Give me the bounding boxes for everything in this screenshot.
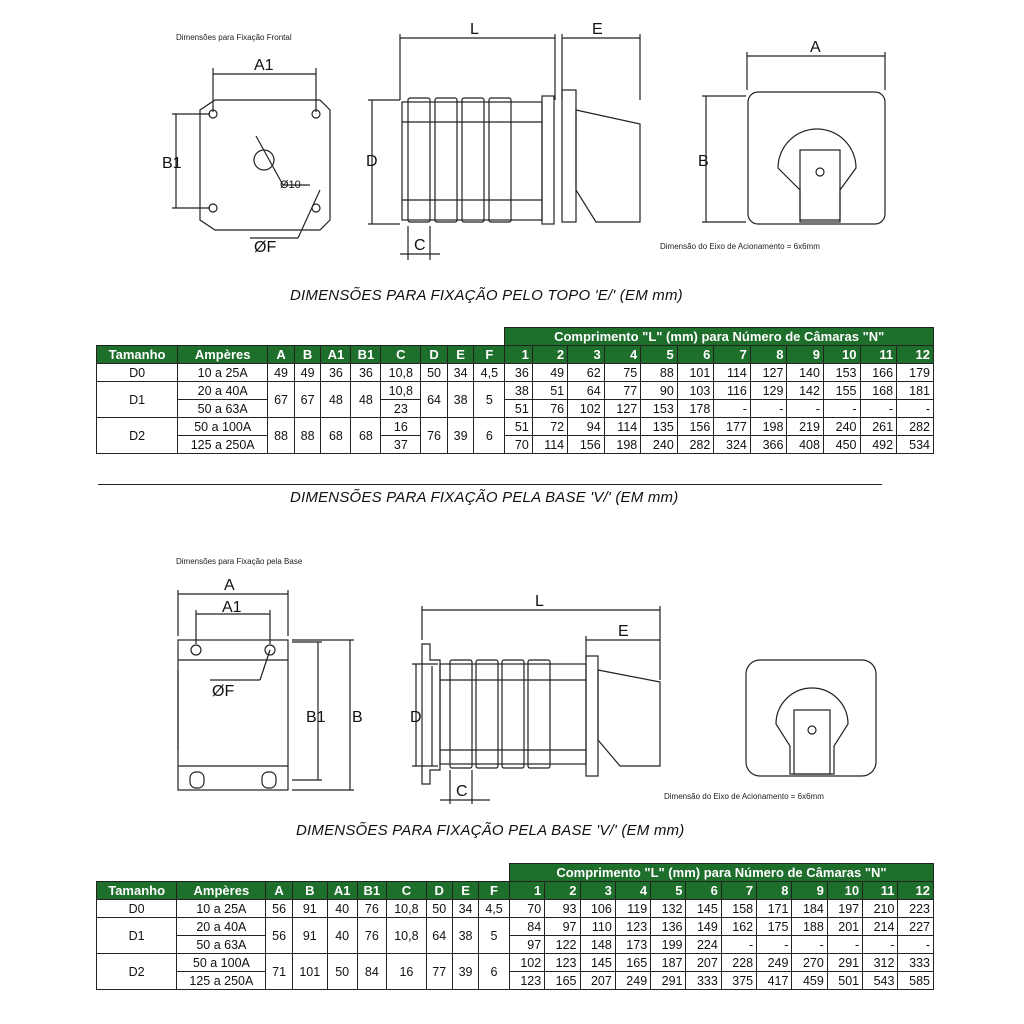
table-cell: - bbox=[823, 400, 860, 418]
divider bbox=[98, 484, 882, 485]
table-cell: - bbox=[757, 936, 792, 954]
bottom-col-header: E bbox=[452, 882, 478, 900]
table-cell: 324 bbox=[714, 436, 751, 454]
table-cell: 101 bbox=[677, 364, 714, 382]
table-cell: - bbox=[787, 400, 824, 418]
table-cell: 97 bbox=[545, 918, 580, 936]
table-cell: 223 bbox=[898, 900, 934, 918]
top-col-header: Tamanho bbox=[97, 346, 178, 364]
table-cell: 153 bbox=[641, 400, 678, 418]
table-cell: 68 bbox=[351, 418, 381, 454]
table-cell: 198 bbox=[750, 418, 787, 436]
label-E-bottom: E bbox=[618, 623, 629, 640]
bottom-n-header: 10 bbox=[827, 882, 862, 900]
table-cell: 10,8 bbox=[381, 364, 421, 382]
top-n-header: 9 bbox=[787, 346, 824, 364]
top-n-header: 11 bbox=[860, 346, 897, 364]
table-cell: 333 bbox=[686, 972, 721, 990]
table-cell: 48 bbox=[351, 382, 381, 418]
table-cell: 125 a 250A bbox=[177, 972, 266, 990]
top-n-header: 6 bbox=[677, 346, 714, 364]
table-cell: 56 bbox=[266, 900, 292, 918]
table-row bbox=[97, 918, 934, 936]
label-dF-bottom: ØF bbox=[212, 683, 235, 700]
bottom-n-header: 2 bbox=[545, 882, 580, 900]
table-cell: 40 bbox=[327, 900, 357, 918]
bottom-n-header: 1 bbox=[509, 882, 544, 900]
table-cell: D0 bbox=[97, 364, 178, 382]
table-cell: 84 bbox=[509, 918, 544, 936]
table-cell: 38 bbox=[505, 382, 532, 400]
table-cell: 450 bbox=[823, 436, 860, 454]
bottom-technical-drawing bbox=[150, 570, 910, 810]
bottom-shaft-note: Dimensão do Eixo de Acionamento = 6x6mm bbox=[664, 792, 824, 801]
table-cell: 101 bbox=[292, 954, 327, 990]
table-row bbox=[97, 364, 934, 382]
table-cell: 106 bbox=[580, 900, 615, 918]
label-A1-bottom: A1 bbox=[222, 599, 242, 616]
table-cell: 91 bbox=[292, 900, 327, 918]
table-cell: 184 bbox=[792, 900, 827, 918]
label-D-bottom: D bbox=[410, 709, 422, 726]
table-cell: 76 bbox=[421, 418, 448, 454]
table-row bbox=[97, 400, 934, 418]
table-cell: - bbox=[898, 936, 934, 954]
top-col-header: B1 bbox=[351, 346, 381, 364]
table-cell: 114 bbox=[532, 436, 567, 454]
table-cell: 173 bbox=[615, 936, 650, 954]
bottom-group-header: Comprimento "L" (mm) para Número de Câmaras "N" bbox=[509, 864, 933, 882]
table-cell: 132 bbox=[651, 900, 686, 918]
top-n-header: 2 bbox=[532, 346, 567, 364]
table-cell: 282 bbox=[897, 418, 934, 436]
table-cell: 156 bbox=[677, 418, 714, 436]
bottom-n-header: 3 bbox=[580, 882, 615, 900]
table-cell: 224 bbox=[686, 936, 721, 954]
table-cell: 50 bbox=[426, 900, 452, 918]
table-cell: D1 bbox=[97, 382, 178, 418]
table-cell: 20 a 40A bbox=[178, 382, 268, 400]
table-cell: 219 bbox=[787, 418, 824, 436]
mount-hole bbox=[209, 204, 217, 212]
top-n-header: 12 bbox=[897, 346, 934, 364]
table-cell: 165 bbox=[615, 954, 650, 972]
table-cell: 188 bbox=[792, 918, 827, 936]
table-cell: 64 bbox=[568, 382, 605, 400]
table-cell: 110 bbox=[580, 918, 615, 936]
table-cell: 366 bbox=[750, 436, 787, 454]
table-cell: 50 a 100A bbox=[177, 954, 266, 972]
table-cell: 178 bbox=[677, 400, 714, 418]
table-cell: 155 bbox=[823, 382, 860, 400]
table-cell: 38 bbox=[452, 918, 478, 954]
bottom-col-header: A1 bbox=[327, 882, 357, 900]
table-cell: 261 bbox=[860, 418, 897, 436]
table-cell: 585 bbox=[898, 972, 934, 990]
table-cell: 175 bbox=[757, 918, 792, 936]
table-cell: 249 bbox=[615, 972, 650, 990]
table-cell: 10 a 25A bbox=[178, 364, 268, 382]
top-dimension-table bbox=[96, 327, 934, 454]
top-caption: DIMENSÕES PARA FIXAÇÃO PELO TOPO 'E/' (EM mm) bbox=[290, 287, 683, 304]
bottom-col-header: D bbox=[426, 882, 452, 900]
label-d10: Ø10 bbox=[280, 179, 301, 191]
table-row bbox=[97, 418, 934, 436]
table-cell: 36 bbox=[505, 364, 532, 382]
table-cell: 214 bbox=[863, 918, 898, 936]
table-cell: 102 bbox=[509, 954, 544, 972]
table-cell: 142 bbox=[787, 382, 824, 400]
bottom-col-header: F bbox=[479, 882, 510, 900]
table-cell: 127 bbox=[750, 364, 787, 382]
bottom-n-header: 8 bbox=[757, 882, 792, 900]
top-group-header: Comprimento "L" (mm) para Número de Câmaras "N" bbox=[505, 328, 934, 346]
table-cell: - bbox=[714, 400, 751, 418]
table-cell: 199 bbox=[651, 936, 686, 954]
table-cell: 171 bbox=[757, 900, 792, 918]
top-col-header: B bbox=[294, 346, 321, 364]
table-cell: 6 bbox=[479, 954, 510, 990]
bottom-n-header: 5 bbox=[651, 882, 686, 900]
table-cell: D2 bbox=[97, 418, 178, 454]
table-cell: 51 bbox=[532, 382, 567, 400]
table-cell: 122 bbox=[545, 936, 580, 954]
table-cell: D2 bbox=[97, 954, 177, 990]
label-A: A bbox=[810, 39, 821, 56]
table-cell: 197 bbox=[827, 900, 862, 918]
table-cell: 5 bbox=[474, 382, 505, 418]
table-cell: 135 bbox=[641, 418, 678, 436]
table-cell: 116 bbox=[714, 382, 751, 400]
table-cell: 408 bbox=[787, 436, 824, 454]
table-cell: 207 bbox=[686, 954, 721, 972]
table-cell: 51 bbox=[505, 400, 532, 418]
top-n-header: 8 bbox=[750, 346, 787, 364]
table-cell: 291 bbox=[827, 954, 862, 972]
table-cell: 36 bbox=[351, 364, 381, 382]
top-n-header: 4 bbox=[604, 346, 641, 364]
table-cell: 67 bbox=[268, 382, 295, 418]
top-n-header: 10 bbox=[823, 346, 860, 364]
table-cell: 181 bbox=[897, 382, 934, 400]
table-cell: 71 bbox=[266, 954, 292, 990]
bottom-n-header: 4 bbox=[615, 882, 650, 900]
table-row bbox=[97, 954, 934, 972]
table-cell: 227 bbox=[898, 918, 934, 936]
table-cell: 72 bbox=[532, 418, 567, 436]
top-col-header: C bbox=[381, 346, 421, 364]
table-cell: - bbox=[897, 400, 934, 418]
table-cell: 149 bbox=[686, 918, 721, 936]
label-B1: B1 bbox=[162, 155, 182, 172]
table-cell: 76 bbox=[532, 400, 567, 418]
table-cell: 145 bbox=[686, 900, 721, 918]
center-hole bbox=[254, 150, 274, 170]
table-cell: 249 bbox=[757, 954, 792, 972]
bottom-col-header: Tamanho bbox=[97, 882, 177, 900]
table-cell: 77 bbox=[426, 954, 452, 990]
top-n-header: 1 bbox=[505, 346, 532, 364]
table-cell: 270 bbox=[792, 954, 827, 972]
table-cell: 50 bbox=[421, 364, 448, 382]
table-cell: 240 bbox=[641, 436, 678, 454]
top-col-header: A bbox=[268, 346, 295, 364]
table-cell: 291 bbox=[651, 972, 686, 990]
table-cell: 84 bbox=[357, 954, 387, 990]
table-cell: 91 bbox=[292, 918, 327, 954]
bottom-col-header: A bbox=[266, 882, 292, 900]
table-cell: 88 bbox=[268, 418, 295, 454]
label-B1-bottom: B1 bbox=[306, 709, 326, 726]
bottom-col-header: B bbox=[292, 882, 327, 900]
table-cell: - bbox=[860, 400, 897, 418]
table-cell: 153 bbox=[823, 364, 860, 382]
table-cell: 75 bbox=[604, 364, 641, 382]
table-cell: 50 a 100A bbox=[178, 418, 268, 436]
table-cell: 5 bbox=[479, 918, 510, 954]
table-cell: 34 bbox=[452, 900, 478, 918]
table-cell: 97 bbox=[509, 936, 544, 954]
label-C-bottom: C bbox=[456, 783, 468, 800]
table-cell: 4,5 bbox=[474, 364, 505, 382]
table-cell: 38 bbox=[447, 382, 474, 418]
table-cell: 23 bbox=[381, 400, 421, 418]
table-cell: 103 bbox=[677, 382, 714, 400]
table-row bbox=[97, 382, 934, 400]
top-col-header: F bbox=[474, 346, 505, 364]
top-drawing-title: Dimensões para Fixação Frontal bbox=[176, 33, 292, 42]
table-cell: 88 bbox=[294, 418, 321, 454]
table-cell: 140 bbox=[787, 364, 824, 382]
label-L-bottom: L bbox=[535, 593, 544, 610]
top-n-header: 5 bbox=[641, 346, 678, 364]
label-B-bottom: B bbox=[352, 709, 363, 726]
table-cell: 162 bbox=[721, 918, 756, 936]
table-cell: 10,8 bbox=[387, 900, 426, 918]
table-cell: 534 bbox=[897, 436, 934, 454]
table-cell: 48 bbox=[321, 382, 351, 418]
table-cell: 16 bbox=[387, 954, 426, 990]
table-cell: 123 bbox=[615, 918, 650, 936]
table-cell: 49 bbox=[268, 364, 295, 382]
table-row bbox=[97, 436, 934, 454]
bottom-col-header: Ampères bbox=[177, 882, 266, 900]
top-col-header: A1 bbox=[321, 346, 351, 364]
table-cell: - bbox=[827, 936, 862, 954]
table-cell: 62 bbox=[568, 364, 605, 382]
bottom-col-header: C bbox=[387, 882, 426, 900]
mid-caption: DIMENSÕES PARA FIXAÇÃO PELA BASE 'V/' (EM mm) bbox=[290, 489, 679, 506]
table-cell: 10,8 bbox=[381, 382, 421, 400]
table-cell: 207 bbox=[580, 972, 615, 990]
table-cell: 417 bbox=[757, 972, 792, 990]
table-cell: 51 bbox=[505, 418, 532, 436]
table-cell: 88 bbox=[641, 364, 678, 382]
table-cell: 39 bbox=[452, 954, 478, 990]
table-cell: 114 bbox=[604, 418, 641, 436]
table-cell: 312 bbox=[863, 954, 898, 972]
label-B: B bbox=[698, 153, 709, 170]
table-cell: D0 bbox=[97, 900, 177, 918]
table-cell: 10 a 25A bbox=[177, 900, 266, 918]
table-cell: 168 bbox=[860, 382, 897, 400]
table-cell: 4,5 bbox=[479, 900, 510, 918]
table-cell: 282 bbox=[677, 436, 714, 454]
table-cell: 136 bbox=[651, 918, 686, 936]
label-L: L bbox=[470, 21, 479, 38]
table-cell: 123 bbox=[509, 972, 544, 990]
table-cell: 333 bbox=[898, 954, 934, 972]
bottom-n-header: 6 bbox=[686, 882, 721, 900]
table-cell: 210 bbox=[863, 900, 898, 918]
table-cell: 240 bbox=[823, 418, 860, 436]
table-cell: 50 a 63A bbox=[177, 936, 266, 954]
table-cell: 50 a 63A bbox=[178, 400, 268, 418]
table-cell: 70 bbox=[509, 900, 544, 918]
table-cell: - bbox=[792, 936, 827, 954]
table-row bbox=[97, 900, 934, 918]
table-cell: 93 bbox=[545, 900, 580, 918]
table-cell: 77 bbox=[604, 382, 641, 400]
table-cell: 16 bbox=[381, 418, 421, 436]
table-cell: 64 bbox=[421, 382, 448, 418]
label-D: D bbox=[366, 153, 378, 170]
table-cell: 127 bbox=[604, 400, 641, 418]
bottom-n-header: 12 bbox=[898, 882, 934, 900]
table-cell: 375 bbox=[721, 972, 756, 990]
table-cell: 56 bbox=[266, 918, 292, 954]
table-cell: 39 bbox=[447, 418, 474, 454]
top-col-header: E bbox=[447, 346, 474, 364]
table-cell: 129 bbox=[750, 382, 787, 400]
table-cell: 201 bbox=[827, 918, 862, 936]
label-dF: ØF bbox=[254, 239, 277, 256]
bottom-col-header: B1 bbox=[357, 882, 387, 900]
table-cell: 148 bbox=[580, 936, 615, 954]
table-cell: 6 bbox=[474, 418, 505, 454]
bottom-drawing-title: Dimensões para Fixação pela Base bbox=[176, 557, 303, 566]
table-cell: 70 bbox=[505, 436, 532, 454]
bottom-caption: DIMENSÕES PARA FIXAÇÃO PELA BASE 'V/' (EM mm) bbox=[296, 822, 685, 839]
bottom-n-header: 9 bbox=[792, 882, 827, 900]
top-n-header: 7 bbox=[714, 346, 751, 364]
table-cell: 67 bbox=[294, 382, 321, 418]
table-cell: D1 bbox=[97, 918, 177, 954]
table-cell: - bbox=[721, 936, 756, 954]
table-cell: 10,8 bbox=[387, 918, 426, 954]
top-col-header: D bbox=[421, 346, 448, 364]
bottom-n-header: 11 bbox=[863, 882, 898, 900]
table-cell: 76 bbox=[357, 900, 387, 918]
table-cell: 102 bbox=[568, 400, 605, 418]
table-cell: 34 bbox=[447, 364, 474, 382]
table-cell: 76 bbox=[357, 918, 387, 954]
table-cell: 158 bbox=[721, 900, 756, 918]
table-cell: 50 bbox=[327, 954, 357, 990]
table-cell: 114 bbox=[714, 364, 751, 382]
table-cell: 501 bbox=[827, 972, 862, 990]
table-cell: 37 bbox=[381, 436, 421, 454]
table-cell: 198 bbox=[604, 436, 641, 454]
table-cell: 49 bbox=[294, 364, 321, 382]
table-cell: 179 bbox=[897, 364, 934, 382]
table-cell: 123 bbox=[545, 954, 580, 972]
label-A1: A1 bbox=[254, 57, 274, 74]
label-C: C bbox=[414, 237, 426, 254]
table-row bbox=[97, 972, 934, 990]
table-cell: 49 bbox=[532, 364, 567, 382]
table-cell: 166 bbox=[860, 364, 897, 382]
table-cell: 543 bbox=[863, 972, 898, 990]
label-E: E bbox=[592, 21, 603, 38]
table-cell: 64 bbox=[426, 918, 452, 954]
table-cell: 492 bbox=[860, 436, 897, 454]
table-cell: 36 bbox=[321, 364, 351, 382]
top-shaft-note: Dimensão do Eixo de Acionamento = 6x6mm bbox=[660, 242, 820, 251]
table-cell: 40 bbox=[327, 918, 357, 954]
top-col-header: Ampères bbox=[178, 346, 268, 364]
table-cell: - bbox=[863, 936, 898, 954]
table-cell: 165 bbox=[545, 972, 580, 990]
table-cell: - bbox=[750, 400, 787, 418]
table-cell: 125 a 250A bbox=[178, 436, 268, 454]
bottom-n-header: 7 bbox=[721, 882, 756, 900]
table-cell: 177 bbox=[714, 418, 751, 436]
table-cell: 94 bbox=[568, 418, 605, 436]
table-cell: 228 bbox=[721, 954, 756, 972]
table-cell: 459 bbox=[792, 972, 827, 990]
table-row bbox=[97, 936, 934, 954]
label-A-bottom: A bbox=[224, 577, 235, 594]
table-cell: 20 a 40A bbox=[177, 918, 266, 936]
table-cell: 187 bbox=[651, 954, 686, 972]
table-cell: 156 bbox=[568, 436, 605, 454]
table-cell: 119 bbox=[615, 900, 650, 918]
bottom-dimension-table bbox=[96, 863, 934, 990]
table-cell: 90 bbox=[641, 382, 678, 400]
table-cell: 68 bbox=[321, 418, 351, 454]
table-cell: 145 bbox=[580, 954, 615, 972]
top-n-header: 3 bbox=[568, 346, 605, 364]
